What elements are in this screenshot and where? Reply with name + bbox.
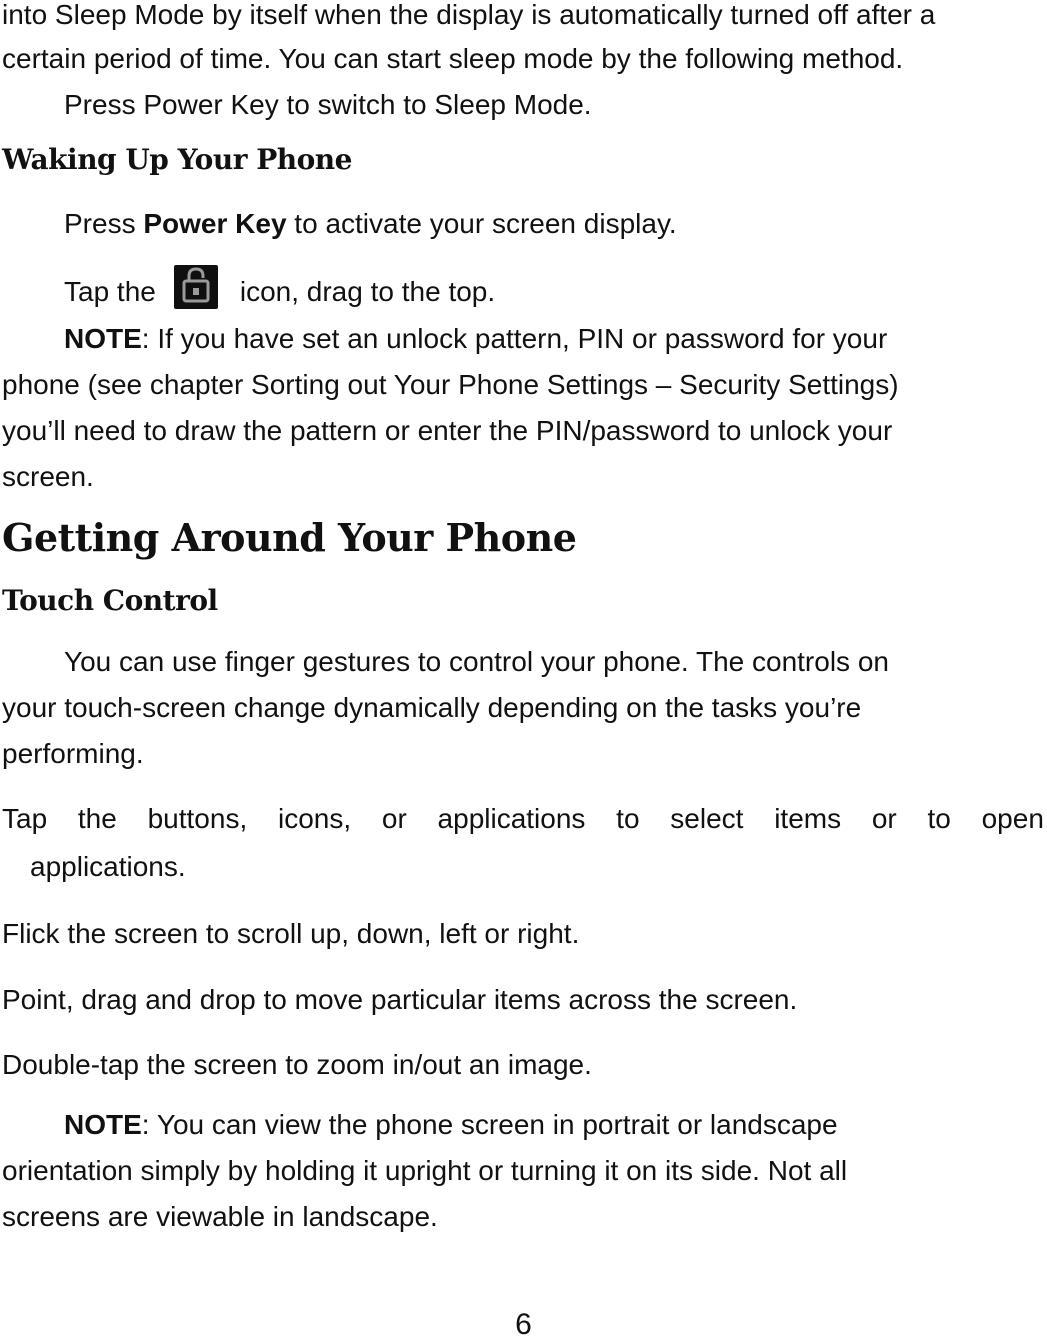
tap-unlock-line bbox=[64, 265, 495, 309]
tap-word: icons, bbox=[277, 803, 352, 834]
page-number: 6 bbox=[515, 1308, 532, 1341]
tap-word: open bbox=[981, 803, 1044, 834]
touch-control-heading: Touch Control bbox=[2, 584, 218, 617]
double-tap-instruction: Double-tap the screen to zoom in/out an image. bbox=[2, 1049, 592, 1080]
tap-word: items bbox=[774, 803, 842, 834]
tap-word: buttons, bbox=[147, 803, 248, 834]
getting-around-heading: Getting Around Your Phone bbox=[2, 515, 577, 560]
tap-instruction-line-2: applications. bbox=[30, 851, 186, 882]
note-label: NOTE bbox=[64, 323, 142, 354]
sleep-mode-instruction: Press Power Key to switch to Sleep Mode. bbox=[64, 89, 592, 120]
power-key-label: Power Key bbox=[143, 208, 287, 239]
tap-word: Tap bbox=[2, 803, 48, 834]
unlock-note-line-4: screen. bbox=[2, 461, 94, 492]
touch-para-line-2: your touch-screen change dynamically depending on the tasks you’re bbox=[2, 692, 862, 723]
tap-word: applications bbox=[437, 803, 586, 834]
orientation-note-line-2: orientation simply by holding it upright or turning it on its side. Not all bbox=[2, 1155, 848, 1186]
intro-line-1: into Sleep Mode by itself when the display is automatically turned off after a bbox=[2, 0, 936, 30]
tap-instruction-line-1 bbox=[2, 803, 1044, 835]
touch-para-line-1: You can use finger gestures to control your phone. The controls on bbox=[64, 646, 889, 677]
orientation-note-text: : You can view the phone screen in portrait or landscape bbox=[141, 1109, 838, 1140]
orientation-note-line-3: screens are viewable in landscape. bbox=[2, 1201, 438, 1232]
unlock-note-text: : If you have set an unlock pattern, PIN or password for your bbox=[141, 323, 888, 354]
flick-instruction: Flick the screen to scroll up, down, left or right. bbox=[2, 918, 580, 949]
press-suffix: to activate your screen display. bbox=[286, 208, 677, 239]
unlock-note-line-2: phone (see chapter Sorting out Your Phone Settings – Security Settings) bbox=[2, 369, 899, 400]
unlock-icon bbox=[174, 265, 218, 309]
waking-up-heading: Waking Up Your Phone bbox=[2, 143, 352, 176]
touch-para-line-3: performing. bbox=[2, 738, 144, 769]
press-prefix: Press bbox=[64, 208, 144, 239]
tap-word: select bbox=[670, 803, 744, 834]
tap-word: or bbox=[381, 803, 407, 834]
tap-word: to bbox=[927, 803, 951, 834]
tap-prefix: Tap the bbox=[64, 276, 156, 307]
tap-word: to bbox=[616, 803, 640, 834]
tap-suffix: icon, drag to the top. bbox=[239, 276, 496, 307]
orientation-note-line-1 bbox=[64, 1109, 838, 1141]
unlock-note-line-1 bbox=[64, 323, 887, 355]
press-power-key-line bbox=[64, 208, 677, 240]
tap-word: or bbox=[871, 803, 897, 834]
unlock-note-line-3: you’ll need to draw the pattern or enter the PIN/password to unlock your bbox=[2, 415, 893, 446]
tap-word: the bbox=[77, 803, 117, 834]
point-drag-instruction: Point, drag and drop to move particular items across the screen. bbox=[2, 984, 798, 1015]
note-label: NOTE bbox=[64, 1109, 142, 1140]
intro-line-2: certain period of time. You can start sleep mode by the following method. bbox=[2, 43, 904, 74]
